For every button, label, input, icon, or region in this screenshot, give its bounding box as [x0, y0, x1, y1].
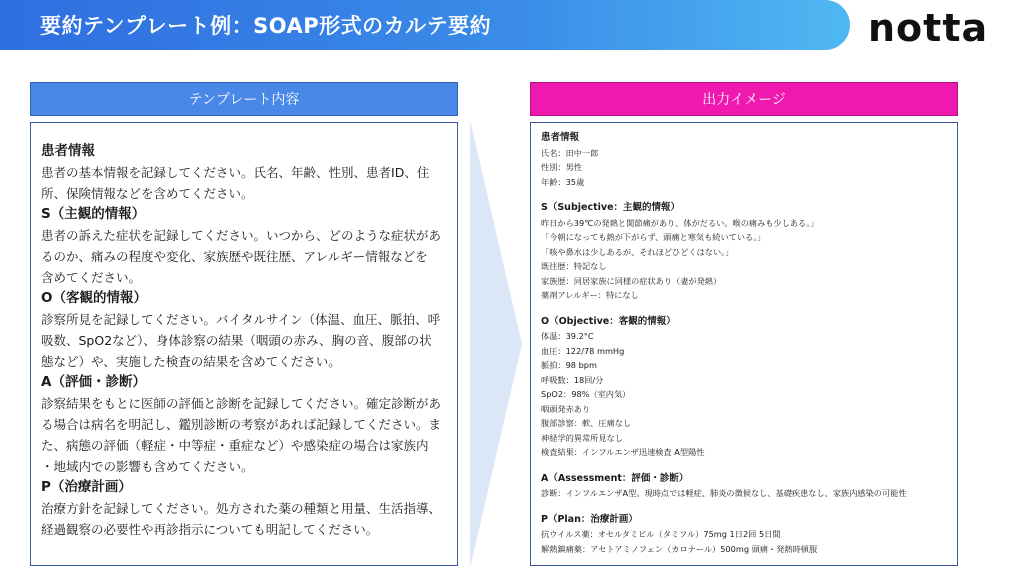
section-line: 薬剤アレルギー：特になし	[541, 290, 639, 300]
section-title: P（治療計画）	[41, 479, 132, 495]
section-line: SpO2：98%（室内気）	[541, 389, 631, 399]
section-line: 「咳や鼻水は少しあるが、それほどひどくはない。」	[541, 246, 734, 257]
section-line: る場合は病名を明記し、鑑別診断の考察があれば記録してください。ま	[41, 417, 442, 432]
section-line: 検査結果：インフルエンザ迅速検査 A型陽性	[541, 447, 705, 457]
section-line: 患者の基本情報を記録してください。氏名、年齢、性別、患者ID、住	[41, 165, 430, 180]
header-bar	[0, 0, 850, 50]
output-section	[541, 513, 947, 557]
output-section	[541, 201, 947, 303]
notta-logo: notta	[868, 6, 989, 50]
section-line: 診察結果をもとに医師の評価と診断を記録してください。確定診断があ	[41, 396, 442, 411]
section-line: 患者の訴えた症状を記録してください。いつから、どのような症状があ	[41, 228, 442, 243]
template-section	[41, 288, 447, 372]
section-line: 既往歴：特記なし	[541, 261, 607, 271]
section-line: 血圧：122/78 mmHg	[541, 345, 625, 356]
template-section	[41, 477, 447, 540]
section-line: 診察所見を記録してください。バイタルサイン（体温、血圧、脈拍、呼	[41, 312, 441, 327]
section-line: ・地域内での影響も含めてください。	[41, 459, 254, 474]
output-section	[541, 315, 947, 460]
output-heading: 出力イメージ	[530, 82, 958, 116]
section-line: 診断：インフルエンザA型。現時点では軽症、肺炎の徴候なし、基礎疾患なし、家族内感染の可能性	[541, 488, 907, 498]
template-section	[41, 372, 447, 477]
section-line: 吸数、SpO2など）、身体診察の結果（咽頭の赤み、胸の音、腹部の状	[41, 333, 432, 348]
section-title: S（主観的情報）	[41, 206, 146, 222]
template-section	[41, 141, 447, 204]
section-line: 治療方針を記録してください。処方された薬の種類と用量、生活指導、	[41, 501, 442, 516]
template-section	[41, 204, 447, 288]
output-section	[541, 472, 947, 501]
section-line: 体温：39.2°C	[541, 331, 594, 341]
section-title: A（評価・診断）	[41, 374, 146, 390]
section-title: O（客観的情報）	[41, 290, 147, 306]
output-section	[541, 131, 947, 189]
section-title: 患者情報	[541, 132, 580, 143]
section-line: 経過観察の必要性や再診指示についても明記してください。	[41, 522, 379, 537]
section-title: A（Assessment：評価・診断）	[541, 472, 689, 484]
template-heading: テンプレート内容	[30, 82, 458, 116]
section-line: 年齢：35歳	[541, 176, 585, 187]
section-line: 所、保険情報などを含めてください。	[41, 186, 254, 201]
section-line: 家族歴：同居家族に同様の症状あり（妻が発熱）	[541, 275, 722, 286]
section-line: るのか、痛みの程度や変化、家族歴や既往歴、アレルギー情報などを	[41, 249, 428, 264]
section-line: 咽頭発赤あり	[541, 403, 591, 414]
section-line: 態など）や、実施した検査の結果を含めてください。	[41, 354, 341, 369]
section-line: 解熱鎮痛薬：アセトアミノフェン（カロナール）500mg 頭痛・発熱時頓服	[541, 543, 818, 554]
template-panel	[30, 122, 458, 566]
arrow-right-icon	[470, 120, 522, 568]
section-line: た、病態の評価（軽症・中等症・重症など）や感染症の場合は家族内	[41, 438, 429, 453]
section-line: 「今朝になっても熱が下がらず、頭痛と寒気も続いている。」	[541, 232, 766, 242]
section-line: 昨日から39℃の発熱と関節痛があり、体がだるい。喉の痛みも少しある。」	[541, 217, 819, 228]
section-line: 抗ウイルス薬：オセルタミビル（タミフル）75mg 1日2回 5日間	[541, 529, 781, 539]
section-line: 氏名：田中一郎	[541, 147, 599, 158]
section-title: O（Objective：客観的情報）	[541, 315, 676, 327]
section-title: S（Subjective：主観的情報）	[541, 202, 681, 213]
section-title: P（Plan：治療計画）	[541, 513, 638, 525]
section-line: 神経学的異常所見なし	[541, 432, 623, 443]
page-title: 要約テンプレート例：SOAP形式のカルテ要約	[40, 14, 492, 38]
section-title: 患者情報	[41, 143, 95, 159]
output-panel	[530, 122, 958, 566]
section-line: 性別：男性	[541, 162, 582, 172]
section-line: 腹部診察：軟、圧痛なし	[541, 418, 632, 428]
section-line: 呼吸数：18回/分	[541, 374, 604, 385]
section-line: 含めてください。	[41, 270, 142, 285]
section-line: 脈拍：98 bpm	[541, 360, 597, 370]
